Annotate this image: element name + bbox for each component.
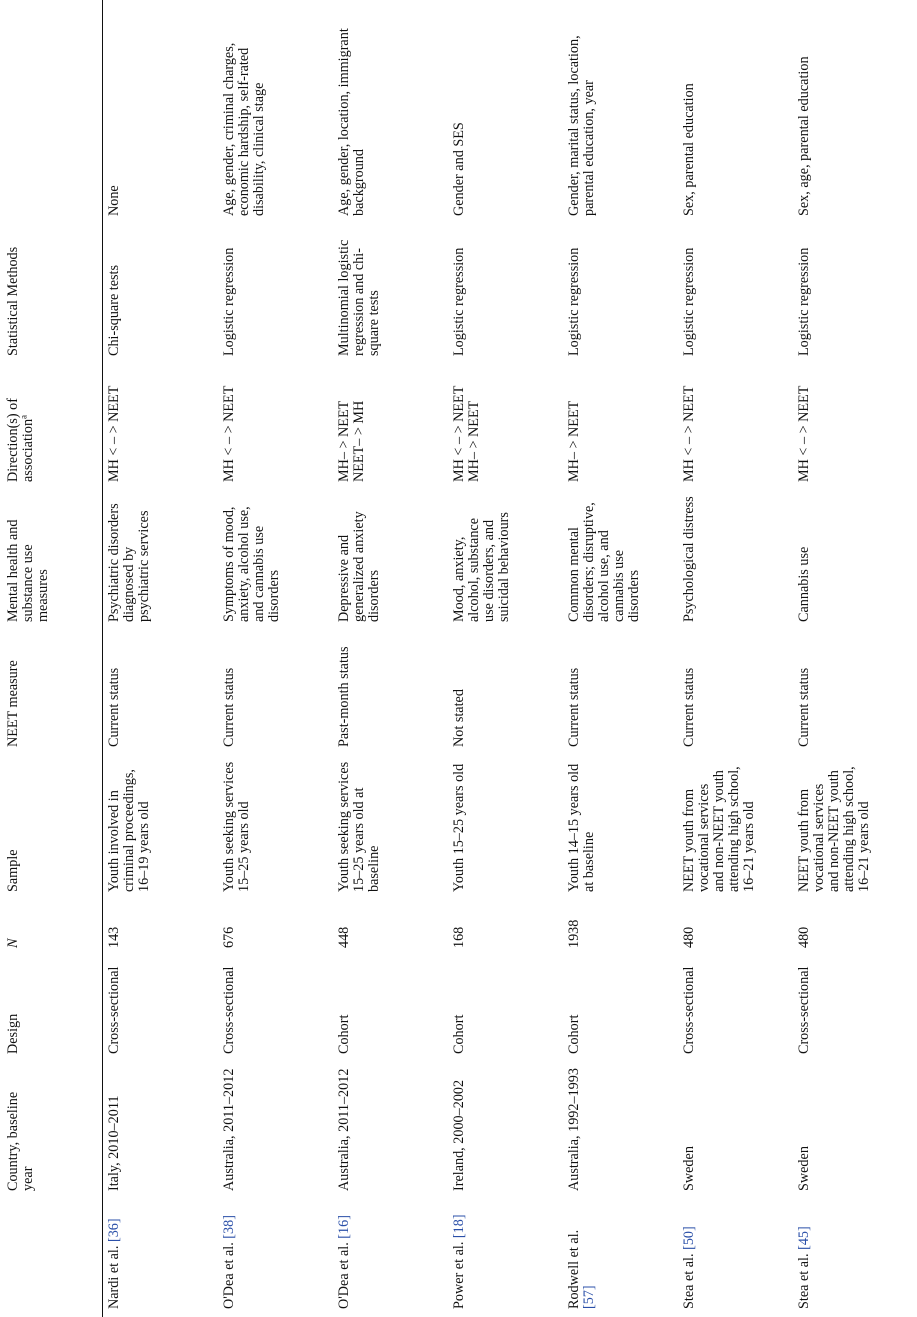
cell-sample: NEET youth from vocational services and non-NEET youth attending high school, 16–21 years old <box>795 766 872 892</box>
cell-country: Sweden <box>680 1146 697 1191</box>
cell-sample: Youth 15–25 years old <box>450 763 467 892</box>
cell-sample: Youth seeking services 15–25 years old <box>220 761 252 892</box>
cell-direction: MH– > NEET NEET– > MH <box>335 400 367 482</box>
cell-neet: Past-month status <box>335 646 352 747</box>
cell-country: Italy, 2010–2011 <box>106 1095 122 1191</box>
reference-link[interactable]: [18] <box>450 1214 467 1239</box>
cell-mh: Symptoms of mood, anxiety, alcohol use, and cannabis use disorders <box>220 506 282 622</box>
header-mh: Mental health and substance use measures <box>5 519 51 622</box>
cell-study: Stea et al. [45] <box>795 1226 812 1309</box>
cell-n: 168 <box>450 926 467 948</box>
reference-link[interactable]: [38] <box>220 1215 237 1239</box>
cell-neet: Not stated <box>450 689 467 747</box>
cell-design: Cohort <box>565 1014 582 1054</box>
reference-link[interactable]: [45] <box>795 1226 812 1250</box>
reference-link[interactable]: [50] <box>680 1226 697 1250</box>
table-row <box>333 0 448 1317</box>
cell-stats: Multinomial logistic regression and chi-square tests <box>335 239 382 356</box>
table-header-row <box>0 0 103 1317</box>
cell-n: 448 <box>335 926 352 948</box>
cell-design: Cross-sectional <box>795 966 812 1054</box>
cell-covariates: Sex, age, parental education <box>795 56 812 216</box>
cell-n: 480 <box>680 926 697 948</box>
header-n: N <box>5 938 21 948</box>
cell-study: O'Dea et al. [38] <box>220 1215 237 1309</box>
cell-neet: Current status <box>106 667 122 747</box>
cell-study: Nardi et al. [36] <box>106 1218 122 1309</box>
cell-direction: MH < – > NEET <box>795 385 812 482</box>
cell-study: Power et al. [18] <box>450 1214 467 1309</box>
cell-stats: Logistic regression <box>450 247 467 356</box>
cell-stats: Logistic regression <box>680 247 697 356</box>
cell-stats: Logistic regression <box>565 247 582 356</box>
table-row <box>563 0 678 1317</box>
table-row <box>678 0 793 1317</box>
table-row <box>103 0 218 1317</box>
cell-neet: Current status <box>220 667 237 747</box>
cell-country: Sweden <box>795 1146 812 1191</box>
cell-stats: Logistic regression <box>795 247 812 356</box>
reference-link[interactable]: [57] <box>580 1285 597 1309</box>
header-covariates <box>0 0 103 224</box>
cell-country: Australia, 2011–2012 <box>335 1068 352 1191</box>
cell-neet: Current status <box>795 667 812 747</box>
cell-mh: Depressive and generalized anxiety disorders <box>335 511 382 622</box>
reference-link[interactable]: [36] <box>106 1218 122 1243</box>
cell-country: Australia, 2011–2012 <box>220 1068 237 1191</box>
cell-covariates: Sex, parental education <box>680 83 697 216</box>
cell-mh: Psychiatric disorders diagnosed by psychiatric services <box>106 503 152 622</box>
cell-sample: NEET youth from vocational services and non-NEET youth attending high school, 16–21 years old <box>680 766 757 892</box>
cell-country: Australia, 1992–1993 <box>565 1068 582 1191</box>
cell-design: Cross-sectional <box>220 966 237 1054</box>
cell-sample: Youth involved in criminal proceedings, 16–19 years old <box>106 769 152 892</box>
cell-direction: MH < – > NEET <box>220 385 237 482</box>
cell-n: 143 <box>106 926 122 948</box>
header-neet: NEET measure <box>5 660 21 747</box>
cell-neet: Current status <box>680 667 697 747</box>
table-row <box>218 0 333 1317</box>
cell-direction: MH < – > NEET <box>680 385 697 482</box>
cell-n: 1938 <box>565 919 582 948</box>
header-design: Design <box>5 1013 21 1054</box>
cell-study: O'Dea et al. [16] <box>335 1215 352 1309</box>
header-sample: Sample <box>5 849 21 892</box>
cell-covariates: Gender and SES <box>450 122 467 216</box>
cell-direction: MH < – > NEET MH– > NEET <box>450 385 482 482</box>
cell-country: Ireland, 2000–2002 <box>450 1079 467 1191</box>
table-row <box>448 0 563 1317</box>
cell-n: 676 <box>220 926 237 948</box>
cell-direction: MH– > NEET <box>565 400 582 482</box>
reference-link[interactable]: [16] <box>335 1215 352 1239</box>
cell-design: Cohort <box>335 1014 352 1054</box>
header-study <box>0 1199 103 1317</box>
header-stats: Statistical Methods <box>5 246 21 356</box>
cell-sample: Youth seeking services 15–25 years old at baseline <box>335 761 382 892</box>
cell-covariates: Age, gender, criminal charges, economic hardship, self-rated disability, clinical stage <box>220 42 267 216</box>
cell-sample: Youth 14–15 years old at baseline <box>565 763 597 892</box>
cell-mh: Psychological distress <box>680 496 697 622</box>
header-country: Country, baseline year <box>5 1091 36 1191</box>
cell-study: Stea et al. [50] <box>680 1226 697 1309</box>
cell-covariates: Gender, marital status, location, parental education, year <box>565 35 597 216</box>
cell-direction: MH < – > NEET <box>106 385 122 482</box>
cell-study: Rodwell et al. [57] <box>565 1229 597 1309</box>
cell-design: Cross-sectional <box>680 966 697 1054</box>
cell-stats: Chi-square tests <box>106 264 122 356</box>
cell-n: 480 <box>795 926 812 948</box>
cell-covariates: None <box>106 185 122 216</box>
cell-neet: Current status <box>565 667 582 747</box>
table-row <box>793 0 908 1317</box>
cell-design: Cross-sectional <box>106 966 122 1054</box>
cell-mh: Cannabis use <box>795 546 812 622</box>
cell-mh: Common mental disorders; disruptive, alcohol use, and cannabis use disorders <box>565 502 642 622</box>
cell-mh: Mood, anxiety, alcohol, substance use disorders, and suicidal behaviours <box>450 512 512 622</box>
cell-design: Cohort <box>450 1014 467 1054</box>
cell-stats: Logistic regression <box>220 247 237 356</box>
header-direction: Direction(s) of association$^a$ <box>5 398 36 482</box>
cell-covariates: Age, gender, location, immigrant background <box>335 28 367 216</box>
